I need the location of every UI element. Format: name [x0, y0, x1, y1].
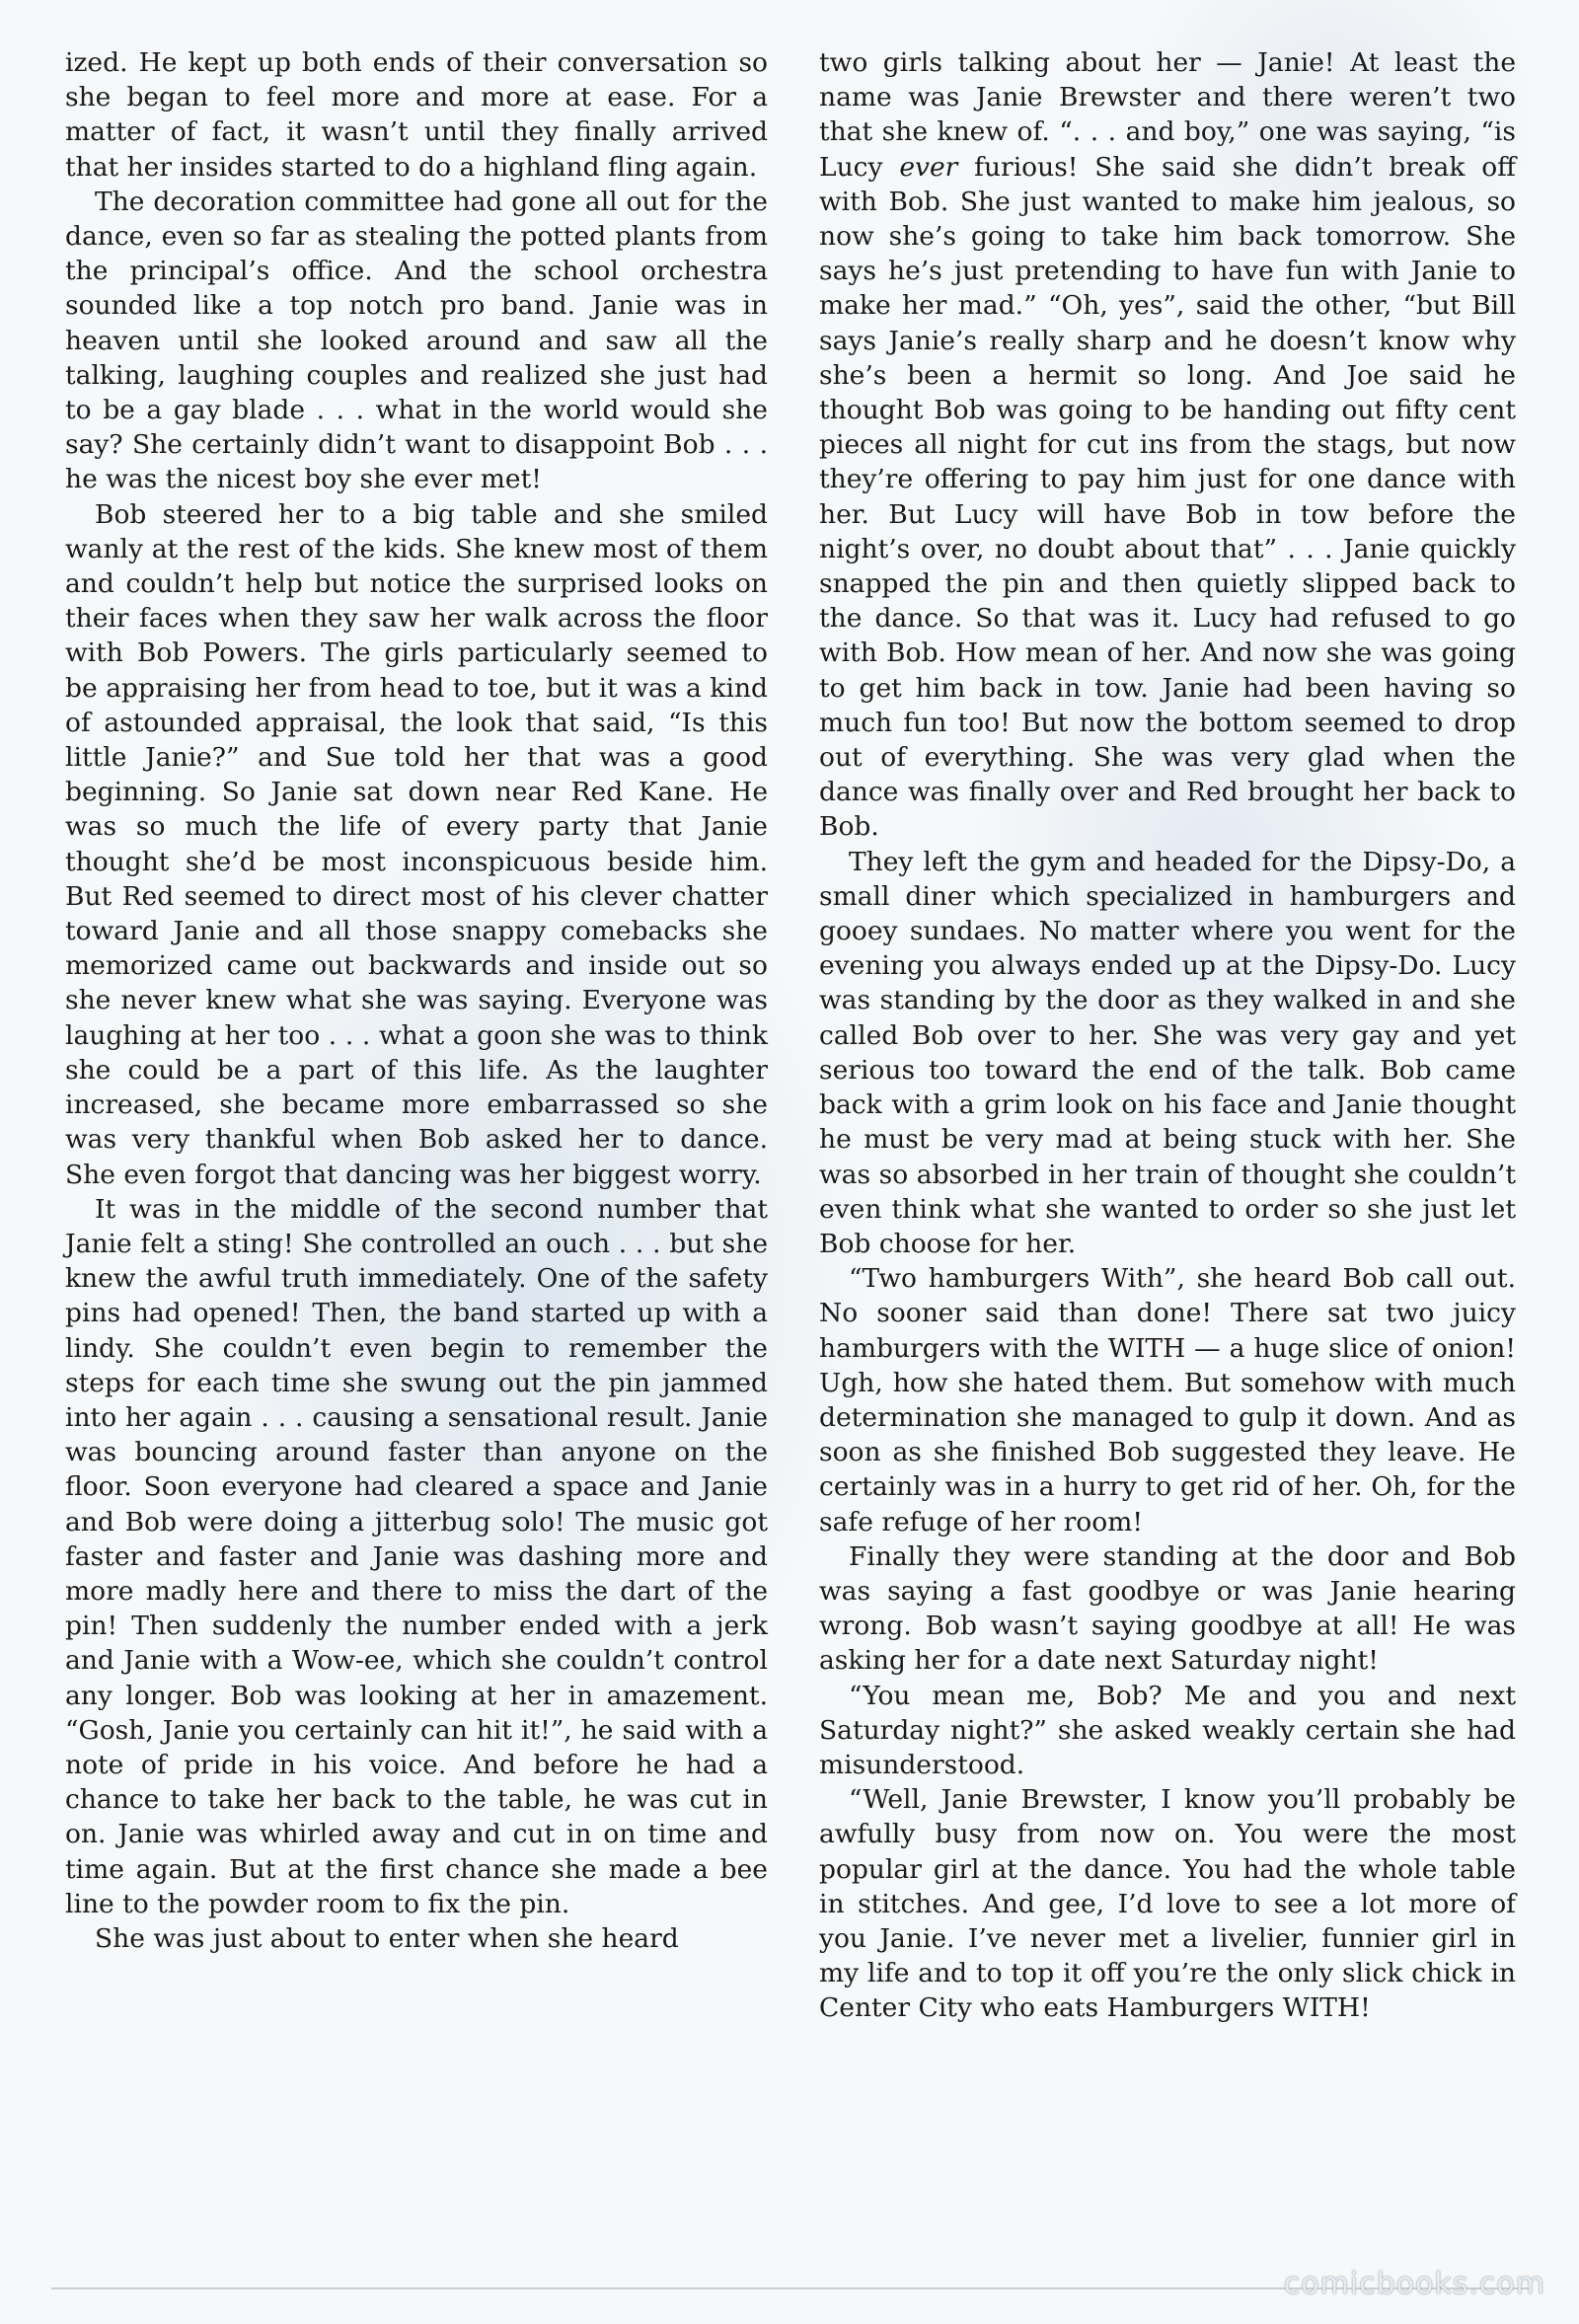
right-column-paragraph: Finally they were standing at the door and Bob was saying a fast goodbye or was Janie hearing wrong. Bob wasn’t saying goodbye at all! He was asking her for a date next Saturday night!: [819, 1540, 1516, 1677]
right-column-paragraph: “You mean me, Bob? Me and you and next Saturday night?” she asked weakly certain she had misunderstood.: [819, 1680, 1516, 1780]
left-column-paragraph: The decoration committee had gone all out for the dance, even so far as stealing the potted plants from the principal’s office. And the school orchestra sounded like a top notch pro band. Janie was in heaven until she looked around and saw all the talking, laughing couples and realized she just had to be a gay blade . . . what in the world would she say? She certainly didn’t want to disappoint Bob . . . he was the nicest boy she ever met!: [65, 186, 768, 495]
right-column-paragraph: They left the gym and headed for the Dipsy-Do, a small diner which specialized in hamburgers and gooey sundaes. No matter where you went for the evening you always ended up at the Dipsy-Do. Lucy was standing by the door as they walked in and she called Bob over to her. She was very gay and yet serious too toward the end of the talk. Bob came back with a grim look on his face and Janie thought he must be very mad at being stuck with her. She was so absorbed in her train of thought she couldn’t even think what she wanted to order so she just let Bob choose for her.: [819, 846, 1516, 1259]
left-column-paragraph: It was in the middle of the second number that Janie felt a sting! She controlled an ouch . . . but she knew the awful truth immediately. One of the safety pins had opened! Then, the band started up with a lindy. She couldn’t even begin to remember the steps for each time she swung out the pin jammed into her again . . . causing a sensational result. Janie was bouncing around faster than anyone on the floor. Soon everyone had cleared a space and Janie and Bob were doing a jitterbug solo! The music got faster and faster and Janie was dashing more and more madly here and there to miss the dart of the pin! Then suddenly the number ended with a jerk and Janie with a Wow-ee, which she couldn’t control any longer. Bob was looking at her in amazement. “Gosh, Janie you certainly can hit it!”, he said with a note of pride in his voice. And before he had a chance to take her back to the table, he was cut in on. Janie was whirled away and cut in on time and time again. But at the first chance she made a bee line to the powder room to fix the pin.: [65, 1193, 768, 1919]
left-column-paragraph: ized. He kept up both ends of their conversation so she began to feel more and more at ease. For a matter of fact, it wasn’t until they finally arrived that her insides started to do a highland fling again.: [65, 47, 768, 183]
right-column-paragraph: “Well, Janie Brewster, I know you’ll probably be awfully busy from now on. You were the most popular girl at the dance. You had the whole table in stitches. And gee, I’d love to see a lot more of you Janie. I’ve never met a livelier, funnier girl in my life and to top it off you’re the only slick chick in Center City who eats Hamburgers WITH!: [819, 1784, 1516, 2024]
emphasis-ever: ever: [899, 151, 958, 183]
right-column-paragraph: two girls talking about her — Janie! At least the name was Janie Brewster and there weren’t two that she knew of. “. . . and boy,” one was saying, “is Lucy ever furious! She said she didn’t break off with Bob. She just wanted to make him jealous, so now she’s going to take him back tomorrow. She says he’s just pretending to have fun with Janie to make her mad.” “Oh, yes”, said the other, “but Bill says Janie’s really sharp and he doesn’t know why she’s been a hermit so long. And Joe said he thought Bob was going to be handing out fifty cent pieces all night for cut ins from the stags, but now they’re offering to pay him just for one dance with her. But Lucy will have Bob in tow before the night’s over, no doubt about that” . . . Janie quickly snapped the pin and then quietly slipped back to the dance. So that was it. Lucy had refused to go with Bob. How mean of her. And now she was going to get him back in tow. Janie had been having so much fun too! But now the bottom seemed to drop out of everything. She was very glad when the dance was finally over and Red brought her back to Bob.: [819, 47, 1516, 843]
left-column-paragraph: Bob steered her to a big table and she smiled wanly at the rest of the kids. She knew most of them and couldn’t help but notice the surprised looks on their faces when they saw her walk across the floor with Bob Powers. The girls particularly seemed to be appraising her from head to toe, but it was a kind of astounded appraisal, the look that said, “Is this little Janie?” and Sue told her that was a good beginning. So Janie sat down near Red Kane. He was so much the life of every party that Janie thought she’d be most inconspicuous beside him. But Red seemed to direct most of his clever chatter toward Janie and all those snappy comebacks she memorized came out backwards and inside out so she never knew what she was saying. Everyone was laughing at her too . . . what a goon she was to think she could be a part of this life. As the laughter increased, she became more embarrassed so she was very thankful when Bob asked her to dance. She even forgot that dancing was her biggest worry.: [65, 498, 768, 1190]
watermark-text: comicbooks.com: [1283, 2267, 1545, 2301]
left-text-column: [65, 45, 768, 1956]
right-text-column: [819, 45, 1516, 2026]
right-column-paragraph: “Two hamburgers With”, she heard Bob call out. No sooner said than done! There sat two juicy hamburgers with the WITH — a huge slice of onion! Ugh, how she hated them. But somehow with much determination she managed to gulp it down. And as soon as she finished Bob suggested they leave. He certainly was in a hurry to get rid of her. Oh, for the safe refuge of her room!: [819, 1263, 1516, 1537]
left-column-paragraph: She was just about to enter when she heard: [95, 1922, 679, 1954]
